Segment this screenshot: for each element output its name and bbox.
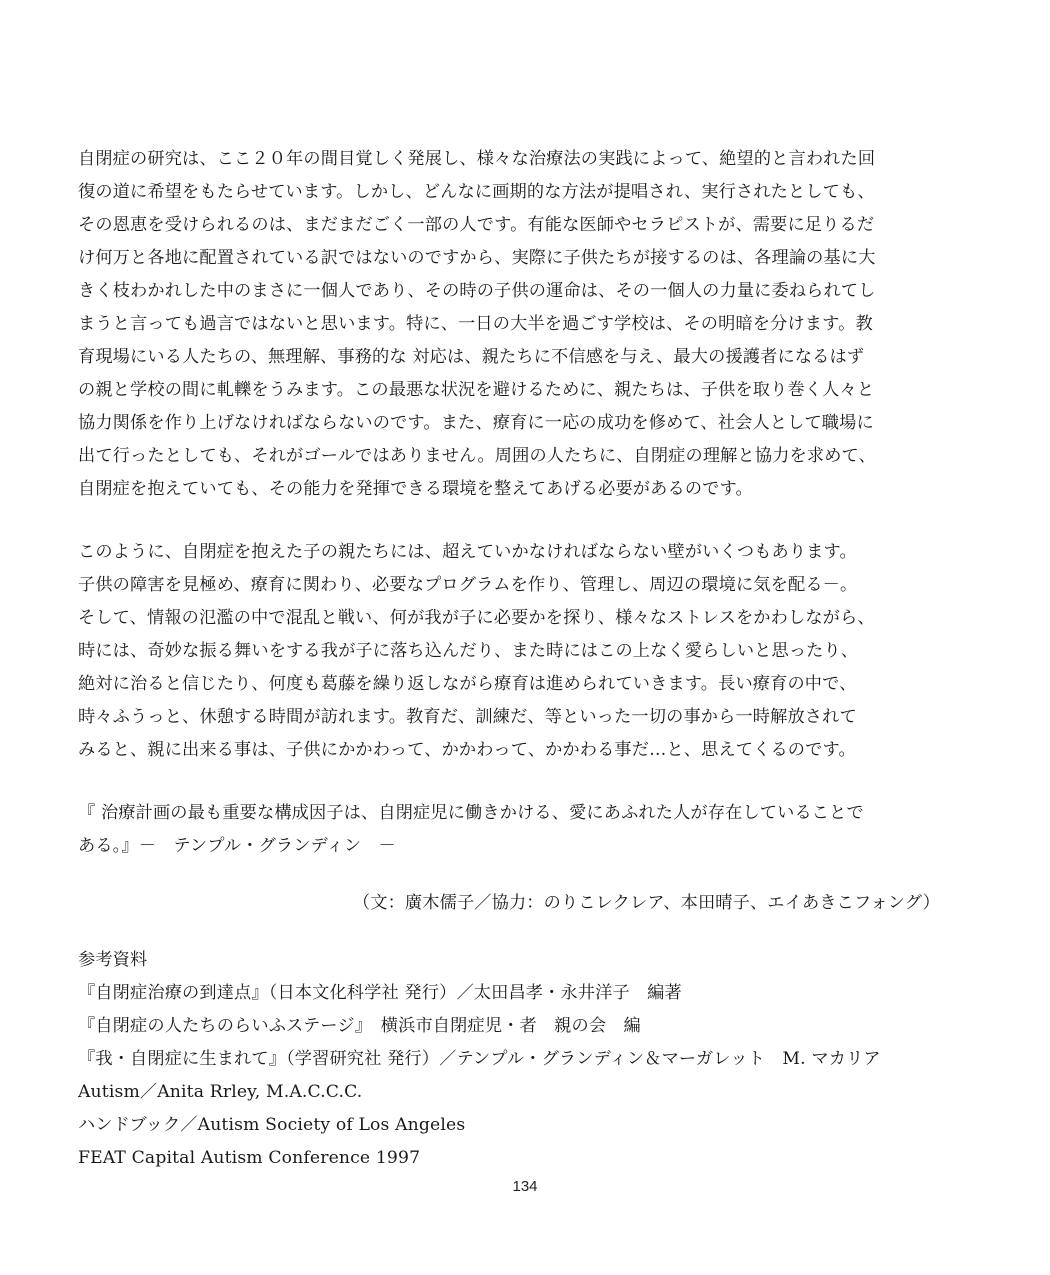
paragraph-line: の親と学校の間に軋轢をうみます。この最悪な状況を避けるために、親たちは、子供を取り巻く人々と <box>78 380 875 400</box>
paragraph-line: このように、自閉症を抱えた子の親たちには、超えていかなければならない壁がいくつもあります。 <box>78 542 857 562</box>
paragraph-line: その恩恵を受けられるのは、まだまだごく一部の人です。有能な医師やセラピストが、需要に足りるだ <box>78 215 875 235</box>
quote-line: 『 治療計画の最も重要な構成因子は、自閉症児に働きかける、愛にあふれた人が存在していることで <box>78 803 864 823</box>
reference-item: 『自閉症治療の到達点』（日本文化科学社 発行）／太田昌孝・永井洋子 編著 <box>78 983 682 1003</box>
paragraph-line: きく枝わかれした中のまさに一個人であり、その時の子供の運命は、その一個人の力量に委ねられてし <box>78 281 876 301</box>
paragraph-line: 出て行ったとしても、それがゴールではありません。周囲の人たちに、自閉症の理解と協力を求めて、 <box>78 446 876 466</box>
reference-item: FEAT Capital Autism Conference 1997 <box>78 1148 421 1168</box>
body-paragraph-2 <box>78 536 940 767</box>
paragraph-line: 復の道に希望をもたらせています。しかし、どんなに画期的な方法が提唱され、実行されたとしても、 <box>78 182 875 202</box>
paragraph-line: け何万と各地に配置されている訳ではないのですから、実際に子供たちが接するのは、各理論の基に大 <box>78 248 876 268</box>
reference-item: 『我・自閉症に生まれて』（学習研究社 発行）／テンプル・グランディン＆マーガレット M. マカリア <box>78 1049 881 1069</box>
paragraph-line: 時々ふうっと、休憩する時間が訪れます。教育だ、訓練だ、等といった一切の事から一時解放されて <box>78 707 857 727</box>
body-paragraph-1 <box>78 143 940 506</box>
references-heading: 参考資料 <box>78 950 148 970</box>
page-number: 134 <box>512 1178 538 1195</box>
references-section <box>78 944 940 1175</box>
quote-line: ある。』－ テンプル・グランディン － <box>78 836 396 856</box>
paragraph-line: 絶対に治ると信じたり、何度も葛藤を繰り返しながら療育は進められていきます。長い療育の中で、 <box>78 674 857 694</box>
paragraph-line: 協力関係を作り上げなければならないのです。また、療育に一応の成功を修めて、社会人として職場に <box>78 413 874 433</box>
paragraph-line: まうと言っても過言ではないと思います。特に、一日の大半を過ごす学校は、その明暗を分けます。教 <box>78 314 873 334</box>
paragraph-line: みると、親に出来る事は、子供にかかわって、かかわって、かかわる事だ…と、思えてくるのです。 <box>78 740 856 760</box>
paragraph-line: 自閉症を抱えていても、その能力を発揮できる環境を整えてあげる必要があるのです。 <box>78 479 753 499</box>
paragraph-line: 自閉症の研究は、ここ２０年の間目覚しく発展し、様々な治療法の実践によって、絶望的と言われた回 <box>78 149 876 169</box>
paragraph-line: 時には、奇妙な振る舞いをする我が子に落ち込んだり、また時にはこの上なく愛らしいと思ったり、 <box>78 641 859 661</box>
author-credit: （文：廣木儒子／協力：のりこレクレア、本田晴子、エイあきこフォング） <box>352 893 940 913</box>
quotation <box>78 797 940 863</box>
paragraph-line: 子供の障害を見極め、療育に関わり、必要なプログラムを作り、管理し、周辺の環境に気を配る－。 <box>78 575 858 595</box>
reference-item: ハンドブック／Autism Society of Los Angeles <box>78 1115 466 1135</box>
paragraph-line: 育現場にいる人たちの、無理解、事務的な 対応は、親たちに不信感を与え、最大の援護者になるはず <box>78 347 865 367</box>
paragraph-line: そして、情報の氾濫の中で混乱と戦い、何が我が子に必要かを探り、様々なストレスをかわしながら、 <box>78 608 875 628</box>
page-body <box>78 143 940 1175</box>
reference-item: Autism／Anita Rrley, M.A.C.C.C. <box>78 1082 363 1102</box>
reference-item: 『自閉症の人たちのらいふステージ』 横浜市自閉症児・者 親の会 編 <box>78 1016 641 1036</box>
